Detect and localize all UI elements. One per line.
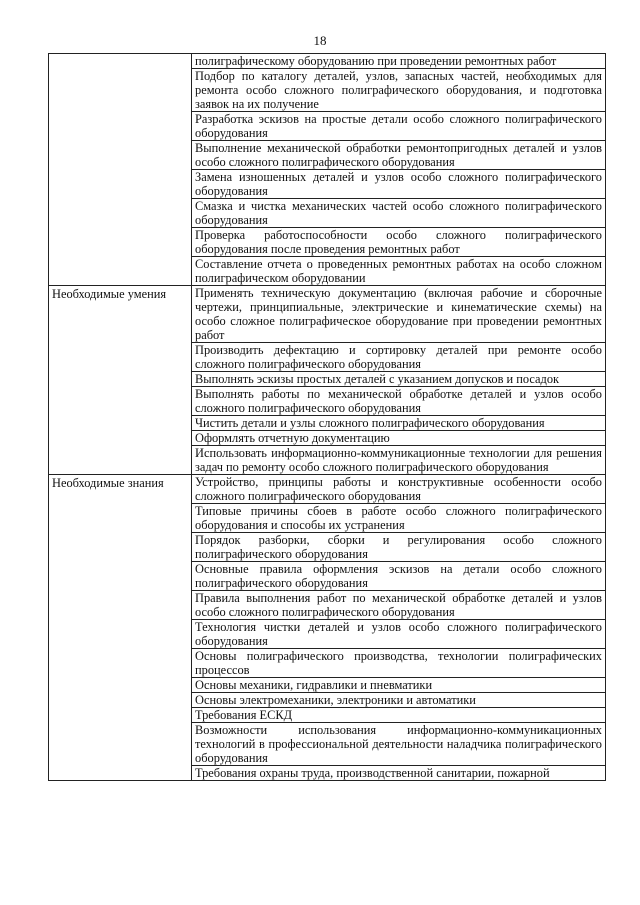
section-label: Необходимые умения <box>52 287 167 301</box>
requirement-item: Технология чистки деталей и узлов особо сложного полиграфического оборудования <box>192 620 606 649</box>
requirement-item: Чистить детали и узлы сложного полиграфического оборудования <box>192 416 606 431</box>
section-label-cell <box>49 475 192 781</box>
table-body <box>49 54 606 781</box>
table-row <box>49 54 606 69</box>
requirement-item: Основы механики, гидравлики и пневматики <box>192 678 606 693</box>
requirement-item: Применять техническую документацию (включая рабочие и сборочные чертежи, принципиальные, электрические и кинематические схемы) на особо сложное полиграфическое оборудование при проведении ремонтных работ <box>192 286 606 343</box>
page-number: 18 <box>313 33 327 48</box>
section-label-cell <box>49 286 192 475</box>
requirement-item: Выполнять эскизы простых деталей с указанием допусков и посадок <box>192 372 606 387</box>
requirement-item: Основы полиграфического производства, технологии полиграфических процессов <box>192 649 606 678</box>
requirement-item: Требования ЕСКД <box>192 708 606 723</box>
requirement-item: Выполнять работы по механической обработке деталей и узлов особо сложного полиграфического оборудования <box>192 387 606 416</box>
section-label: Необходимые знания <box>52 476 164 490</box>
section-label <box>52 54 188 55</box>
requirement-item: Выполнение механической обработки ремонтопригодных деталей и узлов особо сложного полиграфического оборудования <box>192 141 606 170</box>
requirement-item: Разработка эскизов на простые детали особо сложного полиграфического оборудования <box>192 112 606 141</box>
requirements-table <box>48 53 606 781</box>
requirement-item: Устройство, принципы работы и конструктивные особенности особо сложного полиграфического оборудования <box>192 475 606 504</box>
requirement-item: Оформлять отчетную документацию <box>192 431 606 446</box>
requirement-item: Порядок разборки, сборки и регулирования особо сложного полиграфического оборудования <box>192 533 606 562</box>
requirement-item: Типовые причины сбоев в работе особо сложного полиграфического оборудования и способы их устранения <box>192 504 606 533</box>
requirement-item: Замена изношенных деталей и узлов особо сложного полиграфического оборудования <box>192 170 606 199</box>
table-row <box>49 475 606 504</box>
requirement-item: Подбор по каталогу деталей, узлов, запасных частей, необходимых для ремонта особо сложного полиграфического оборудования, и подготовка заявок на их получение <box>192 69 606 112</box>
requirement-item: Основные правила оформления эскизов на детали особо сложного полиграфического оборудования <box>192 562 606 591</box>
section-label-cell <box>49 54 192 286</box>
requirement-item: Правила выполнения работ по механической обработке деталей и узлов особо сложного полиграфического оборудования <box>192 591 606 620</box>
requirement-item: Производить дефектацию и сортировку деталей при ремонте особо сложного полиграфического оборудования <box>192 343 606 372</box>
requirement-item: полиграфическому оборудованию при проведении ремонтных работ <box>192 54 606 69</box>
requirement-item: Составление отчета о проведенных ремонтных работах на особо сложном полиграфическом оборудовании <box>192 257 606 286</box>
requirement-item: Требования охраны труда, производственной санитарии, пожарной <box>192 766 606 781</box>
requirement-item: Проверка работоспособности особо сложного полиграфического оборудования после проведения ремонтных работ <box>192 228 606 257</box>
requirement-item: Возможности использования информационно-коммуникационных технологий в профессиональной деятельности наладчика полиграфического оборудования <box>192 723 606 766</box>
table-row <box>49 286 606 343</box>
requirement-item: Основы электромеханики, электроники и автоматики <box>192 693 606 708</box>
requirement-item: Смазка и чистка механических частей особо сложного полиграфического оборудования <box>192 199 606 228</box>
requirement-item: Использовать информационно-коммуникационные технологии для решения задач по ремонту особо сложного полиграфического оборудования <box>192 446 606 475</box>
